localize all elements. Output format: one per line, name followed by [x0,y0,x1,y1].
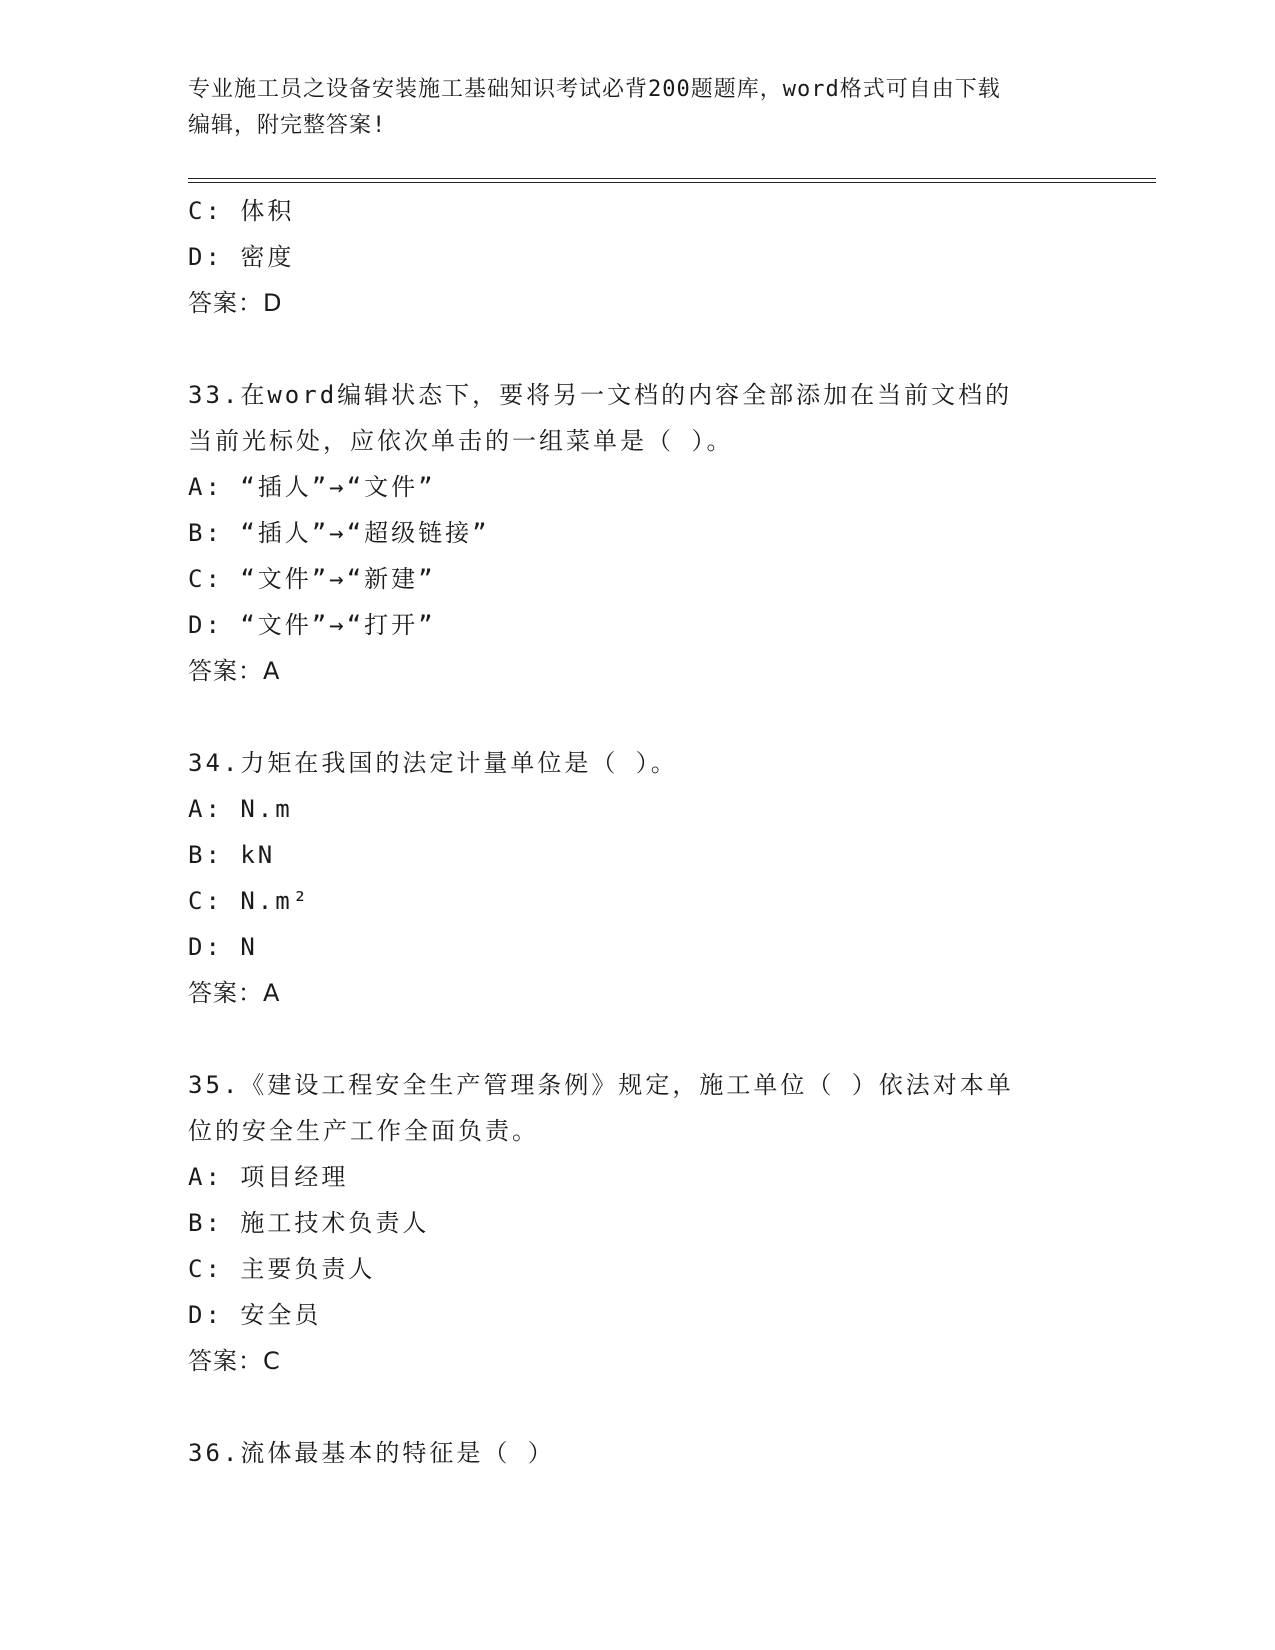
header-divider-bottom [188,182,1156,183]
answer-line [188,648,1088,694]
answer-value: C [263,1347,281,1375]
option-d: D: N [188,933,258,961]
answer-line [188,280,1088,326]
question-35 [188,1062,1088,1384]
option-b: B: kN [188,841,276,869]
option-d: D: 安全员 [188,1301,322,1329]
question-stem: 33.在word编辑状态下，要将另一文档的内容全部添加在当前文档的 [188,381,1013,409]
option-c: C: 主要负责人 [188,1255,376,1283]
spacer [188,694,1088,740]
answer-label: 答案： [188,979,263,1007]
option-b: B: “插人”→“超级链接” [188,519,490,547]
answer-value: A [263,657,281,685]
question-36 [188,1430,1088,1476]
answer-line [188,970,1088,1016]
option-c: C: 体积 [188,197,295,225]
answer-label: 答案： [188,657,263,685]
option-c: C: “文件”→“新建” [188,565,436,593]
header-title-line-2: 编辑，附完整答案! [188,113,387,138]
option-b: B: 施工技术负责人 [188,1209,430,1237]
question-stem: 34.力矩在我国的法定计量单位是（ ）。 [188,749,678,777]
option-d: D: “文件”→“打开” [188,611,436,639]
question-34 [188,740,1088,1016]
option-d: D: 密度 [188,243,295,271]
header-title-line-1: 专业施工员之设备安装施工基础知识考试必背200题题库，word格式可自由下载 [188,77,1001,102]
question-stem-continued: 位的安全生产工作全面负责。 [188,1117,539,1145]
header-divider-top [188,178,1156,179]
option-a: A: “插人”→“文件” [188,473,436,501]
answer-label: 答案： [188,289,263,317]
option-a: A: N.m [188,795,293,823]
question-33 [188,372,1088,694]
option-a: A: 项目经理 [188,1163,349,1191]
spacer [188,1016,1088,1062]
answer-value: A [263,979,281,1007]
question-stem-continued: 当前光标处，应依次单击的一组菜单是（ ）。 [188,427,734,455]
answer-value: D [263,289,283,317]
document-header [188,72,1088,144]
spacer [188,1384,1088,1430]
answer-line [188,1338,1088,1384]
option-c: C: N.m² [188,887,311,915]
question-32-tail [188,188,1088,326]
spacer [188,326,1088,372]
question-stem: 36.流体最基本的特征是（ ） [188,1439,555,1467]
answer-label: 答案： [188,1347,263,1375]
question-list [188,188,1088,1476]
question-stem: 35.《建设工程安全生产管理条例》规定，施工单位（ ）依法对本单 [188,1071,1014,1099]
